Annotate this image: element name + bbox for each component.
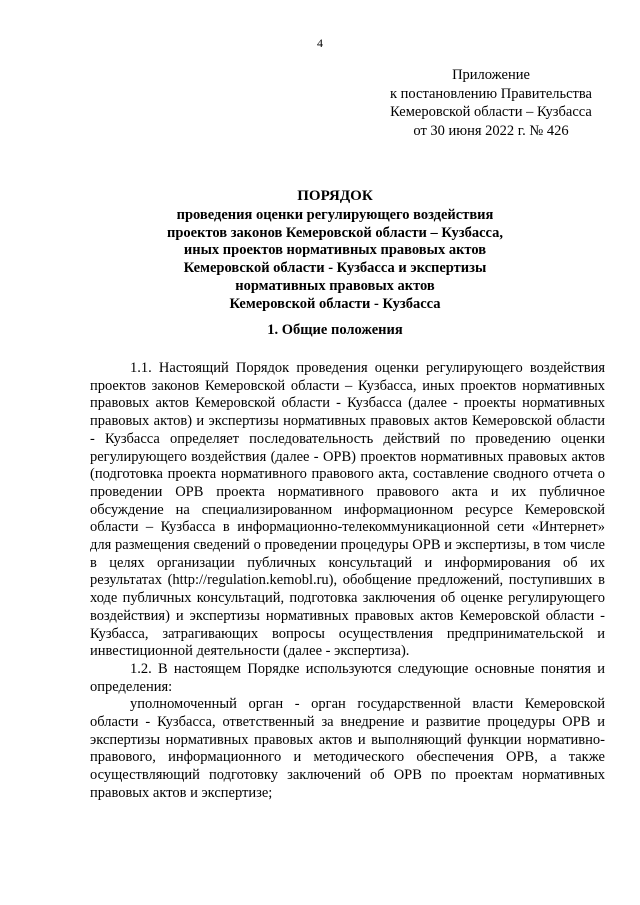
paragraph: 1.2. В настоящем Порядке используются следующие основные понятия и определения: bbox=[90, 660, 605, 695]
section-heading: 1. Общие положения bbox=[267, 322, 403, 338]
paragraph: 1.1. Настоящий Порядок проведения оценки регулирующего воздействия проектов законов Кемеровской области – Кузбасса, иных проектов нормативных правовых актов Кемеровской области - Кузбасса (далее - проекты нормативных правовых актов) и экспертизы нормативных правовых актов Кемеровской области - Кузбасса определяет последовательность действий по проведению оценки регулирующего воздействия (далее - ОРВ) проектов нормативных правовых актов (подготовка проекта нормативного правового акта, составление сводного отчета о проведении ОРВ проекта нормативного правового акта и их публичное обсуждение на специализированном информационном ресурсе Кемеровской области – Кузбасса в информационно-телекоммуникационной сети «Интернет» для размещения сведений о проведении процедуры ОРВ и экспертизы, в том числе в целях организации публичных консультаций и информирования об их результатах (http://regulation.kemobl.ru), обобщение предложений, поступивших в ходе публичных консультаций, подготовка заключения об оценке регулирующего воздействия) и экспертизы нормативных правовых актов Кемеровской области - Кузбасса, затрагивающих вопросы осуществления предпринимательской и инвестиционной деятельности (далее - экспертиза). bbox=[90, 360, 605, 660]
title-line: проектов законов Кемеровской области – Кузбасса, bbox=[166, 224, 503, 241]
appendix-block bbox=[390, 66, 592, 140]
title-line: Кемеровской области - Кузбасса и экспертизы bbox=[183, 260, 487, 277]
page-number: 4 bbox=[317, 36, 323, 50]
section-body bbox=[90, 360, 605, 803]
title-line: иных проектов нормативных правовых актов bbox=[183, 242, 487, 259]
title-line: нормативных правовых актов bbox=[235, 277, 435, 294]
title-line: Кемеровской области - Кузбасса bbox=[229, 295, 441, 312]
title-line: проведения оценки регулирующего воздействия bbox=[176, 206, 494, 223]
appendix-line: Приложение bbox=[452, 67, 530, 83]
appendix-line: от 30 июня 2022 г. № 426 bbox=[413, 122, 569, 139]
document-title bbox=[90, 188, 580, 314]
appendix-line: Кемеровской области – Кузбасса bbox=[390, 104, 592, 120]
title-main: ПОРЯДОК bbox=[297, 188, 373, 204]
appendix-line: к постановлению Правительства bbox=[390, 85, 592, 102]
paragraph: уполномоченный орган - орган государственной власти Кемеровской области - Кузбасса, ответственный за внедрение и развитие процедуры ОРВ и экспертизы нормативных правовых актов и выполняющий функции нормативно-правового, информационного и методического обеспечения ОРВ, а также осуществляющий подготовку заключений об ОРВ по проектам нормативных правовых актов и экспертизе; bbox=[90, 696, 605, 801]
